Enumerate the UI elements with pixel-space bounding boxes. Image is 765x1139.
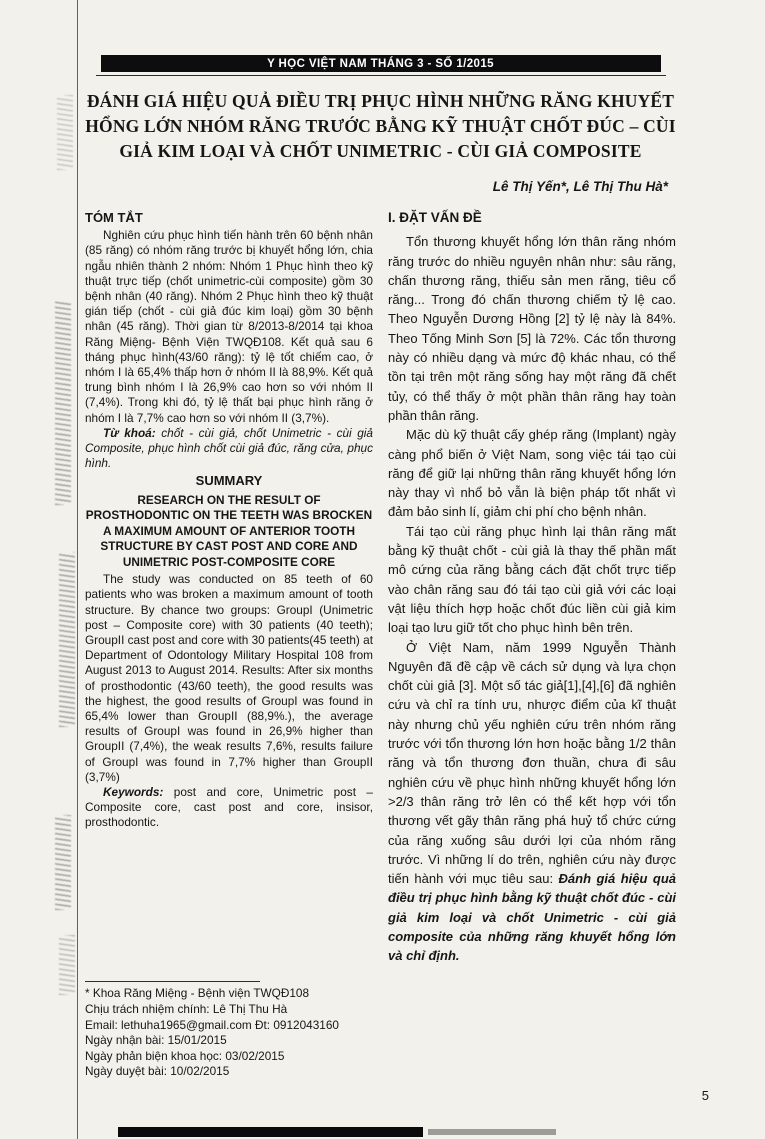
tomtat-keywords	[85, 426, 373, 472]
introduction-paragraph-3: Tái tạo cùi răng phục hình lại thân răng mất bằng kỹ thuật chốt - cùi giả là thay thế phần mất mô cứng của răng bằng cách đặt chốt trực tiếp vào chân răng sau đó tái tạo cùi giả với các loại vật liệu thích hợp hoặc chốt đúc liền cùi giả kim loại tạo lưu giữ tốt cho phục hình bên trên.	[388, 523, 676, 636]
scan-artifact-margin-1	[55, 300, 71, 505]
footnote-review-date: Ngày phản biện khoa học: 03/02/2015	[85, 1048, 285, 1063]
two-column-body	[85, 208, 676, 1080]
scan-artifact-margin-3	[55, 815, 71, 910]
introduction-paragraph-2: Mặc dù kỹ thuật cấy ghép răng (Implant) ngày càng phổ biến ở Việt Nam, song việc tái tạo cùi răng để giữ lại những thân răng khuyết hổng lớn này thay vì nhổ bỏ vẫn là biện pháp tốt nhất vì đảm bảo sinh lí, giảm chi phí cho bệnh nhân.	[388, 427, 676, 520]
footnote-corresponding: Chịu trách nhiệm chính: Lê Thị Thu Hà	[85, 1002, 288, 1017]
tomtat-keywords-text: chốt - cùi giả, chốt Unimetric - cùi giả Composite, phục hình chốt cùi giả đúc, răng cửa, phục hình.	[85, 425, 373, 471]
right-column	[388, 208, 676, 1080]
introduction-paragraph-4	[388, 638, 676, 966]
footnote-contact: Email: lethuha1965@gmail.com Đt: 0912043160	[85, 1017, 339, 1032]
summary-heading: SUMMARY	[195, 473, 263, 489]
scan-artifact-margin-4	[59, 935, 75, 995]
page-number: 5	[701, 1088, 709, 1103]
summary-keywords-text: post and core, Unimetric post – Composite core, cast post and core, insisor, prosthodontic.	[85, 785, 373, 830]
scan-artifact-margin-5	[57, 95, 73, 170]
article-title: ĐÁNH GIÁ HIỆU QUẢ ĐIỀU TRỊ PHỤC HÌNH NHỮNG RĂNG KHUYẾT HỔNG LỚN NHÓM RĂNG TRƯỚC BẰNG KỸ THUẬT CHỐT ĐÚC – CÙI GIẢ KIM LOẠI VÀ CHỐT UNIMETRIC - CÙI GIẢ COMPOSITE	[85, 91, 676, 161]
introduction-paragraph-1: Tổn thương khuyết hổng lớn thân răng nhóm răng trước do nhiều nguyên nhân như: sâu răng, chấn thương răng, thiếu sản men răng, tiêu cổ răng... Trong đó chấn thương chiếm tỷ lệ cao. Theo Nguyễn Dương Hồng [2] tỷ lệ này là 84%. Theo Tống Minh Sơn [5] là 72%. Các tổn thương này có nhiều dạng và mức độ khác nhau, có thể tồn tại trên một răng sống hay một răng đã chết tủy, có thể thấy ở một phần thân răng hay toàn phần thân răng.	[388, 234, 676, 423]
footnote-rule	[85, 981, 260, 982]
tomtat-keywords-label: Từ khoá:	[103, 425, 156, 440]
tomtat-body: Nghiên cứu phục hình tiến hành trên 60 bệnh nhân (85 răng) có nhóm răng trước bị khuyết hổng lớn, chia ngẫu nhiên thành 2 nhóm: Nhóm 1 Phục hình theo kỹ thuật trực tiếp (chốt unimetric-cùi composite) gồm 30 bệnh nhân (40 răng). Nhóm 2 Phục hình theo kỹ thuật gián tiếp (chốt - cùi giả đúc kim loại) gồm 30 bệnh nhân (45 răng). Thời gian từ 8/2013-8/2014 tại khoa Răng Miệng- Bệnh Viện TWQĐ108. Kết quả sau 6 tháng phục hình(43/60 răng): tỷ lệ tốt chiếm cao, ở nhóm I là 65,4% thấp hơn ở nhóm II là 88,9%. Kết quả trung bình nhóm I là 26,9% cao hơn so với nhóm II (7,4%). Trong khi đó, tỷ lệ thất bại phục hình răng ở nhóm I là 7,7% cao hơn so với nhóm II (3,7%).	[85, 228, 373, 425]
scan-artifact-margin-2	[59, 552, 75, 727]
summary-body: The study was conducted on 85 teeth of 60 patients who was broken a maximum amount of tooth structure. By chance two groups: GroupI (Unimetric post – Composite core) with 30 patients (40 teeth); GroupII cast post and core with 30 patients(45 teeth) at Department of Odontology Military Hospital 108 from August 2013 to August 2014. Results: After six months of prosthodontic (43/60 teeth), the good results was the highest, the good results of GroupI was found in 65,4% lower than GroupII (88,9%.), the average results of GroupI was found in 26,9% higher than GroupII (7,4%), the weak results 7,6%, results failure of GroupI was found in 7,7% higher than GroupII (3,7%)	[85, 572, 373, 784]
footnote-block	[85, 981, 373, 1080]
study-objective: Đánh giá hiệu quả điều trị phục hình bằng kỹ thuật chốt đúc - cùi giả kim loại và chốt Unimetric - cùi giả composite của những răng khuyết hổng lớn và chỉ định.	[388, 871, 676, 964]
scan-bottom-bar	[118, 1127, 423, 1137]
introduction-heading: I. ĐẶT VẤN ĐỀ	[388, 210, 482, 225]
header-underline	[96, 75, 666, 76]
footnote-accepted-date: Ngày duyệt bài: 10/02/2015	[85, 1064, 230, 1079]
introduction-paragraph-4-text: Ở Việt Nam, năm 1999 Nguyễn Thành Nguyên đã đề cập về cách sử dụng và lựa chọn chốt cùi giả [3]. Một số tác giả[1],[4],[6] đã nghiên cứu và chỉ ra tính ưu, nhược điểm của kĩ thuật này nhưng chủ yếu nghiên cứu trên nhóm răng trước với tổn thương lớn hơn hoặc bằng 1/2 thân răng và tổn thương đơn thuần, chưa đi sâu nghiên cứu về phục hình những khuyết hổng lớn >2/3 thân răng trở lên có thể kết hợp với tổn thương vết gãy thân răng phá huỷ tổ chức cứng của răng xuống sâu dưới lợi của nhóm răng trước. Vì những lí do trên, nghiên cứu này được tiến hành với mục tiêu sau:	[388, 639, 676, 887]
scan-bottom-bar-faint	[428, 1129, 556, 1135]
footnote-affiliation: * Khoa Răng Miệng - Bệnh viện TWQĐ108	[85, 986, 310, 1001]
journal-header-bar	[101, 55, 661, 72]
journal-title: Y HỌC VIỆT NAM THÁNG 3 - SỐ 1/2015	[267, 57, 494, 70]
summary-keywords-label: Keywords:	[103, 785, 164, 799]
tomtat-heading: TÓM TẮT	[85, 210, 143, 225]
summary-keywords	[85, 785, 373, 831]
scan-left-edge-line	[77, 0, 78, 1139]
left-column	[85, 208, 373, 1080]
footnote-received-date: Ngày nhận bài: 15/01/2015	[85, 1033, 227, 1048]
authors-line: Lê Thị Yến*, Lê Thị Thu Hà*	[492, 179, 668, 194]
summary-subheading: RESEARCH ON THE RESULT OF PROSTHODONTIC ON THE TEETH WAS BROCKEN A MAXIMUM AMOUNT OF ANTERIOR TOOTH STRUCTURE BY CAST POST AND CORE AND UNIMETRIC POST-COMPOSITE CORE	[85, 492, 373, 569]
